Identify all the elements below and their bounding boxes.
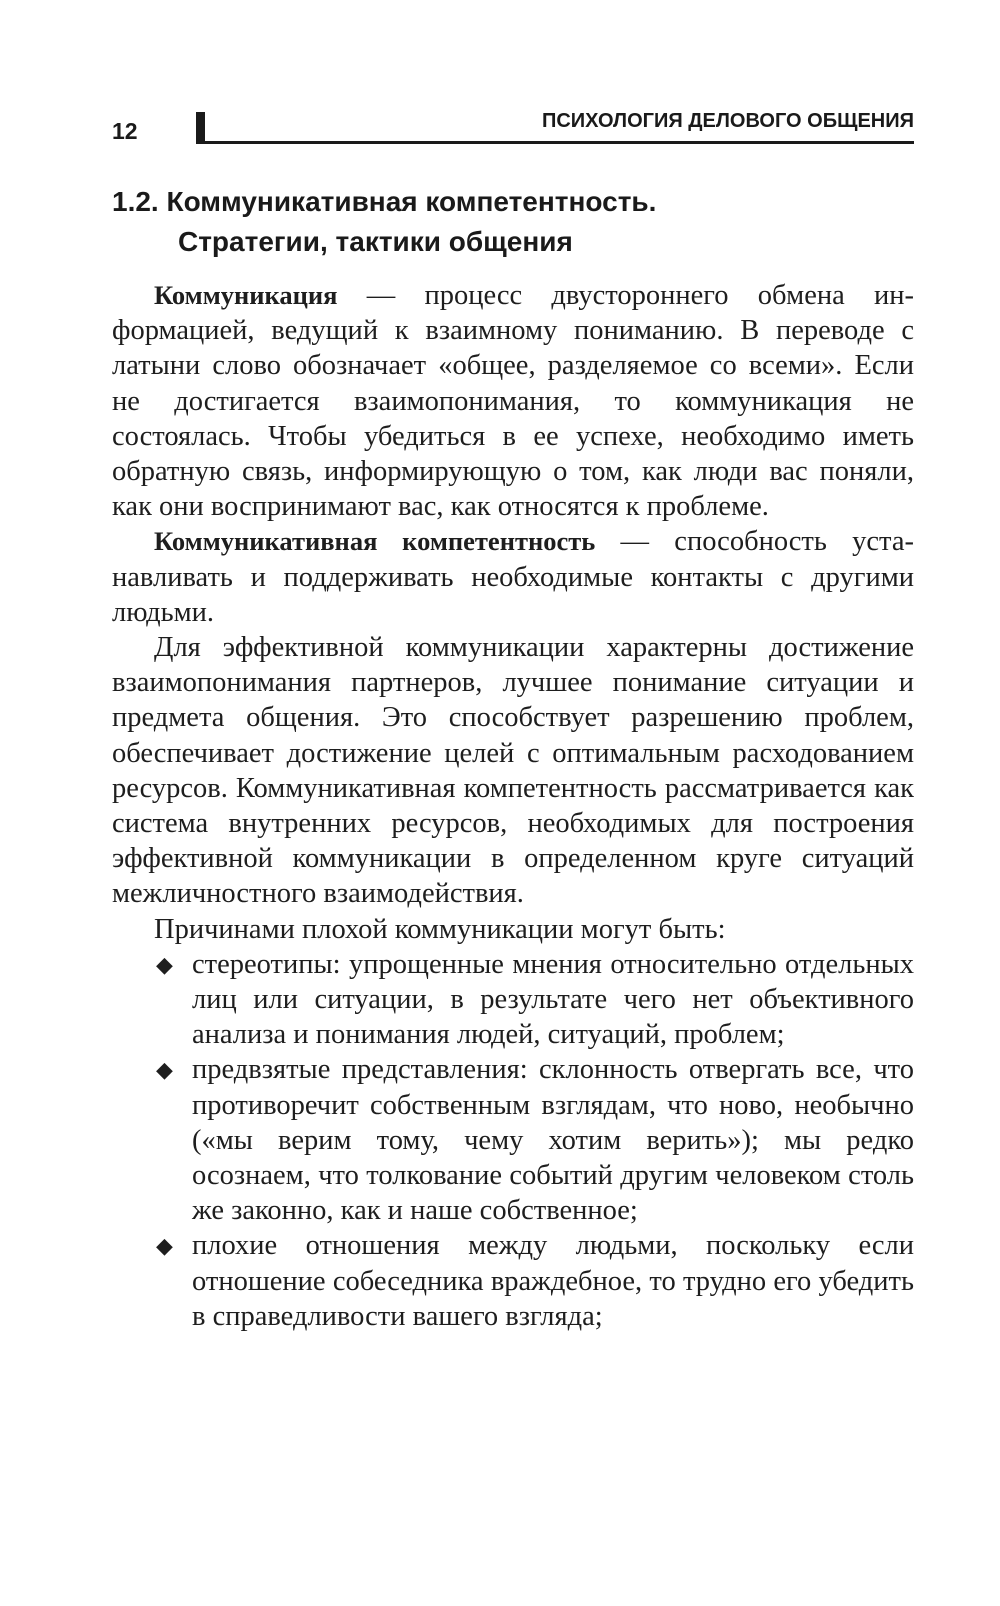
list-item-text: плохие отношения между людьми, поскольку если отношение собеседника враждебное, то трудно его убедить в справедливости вашего взгляда; [192, 1230, 914, 1332]
header-rule [196, 141, 914, 144]
list-item [112, 1052, 914, 1228]
list-item-text: предвзятые представления: склонность отвергать все, что противоречит собственным взглядам, что ново, необычно («мы верим тому, чему хотим верить»); мы редко осознаем, что толкование событий другим человеком столь же законно, как и наше собственное; [192, 1054, 914, 1227]
diamond-bullet-icon: ◆ [156, 1233, 173, 1259]
paragraph-communication-definition [112, 278, 914, 524]
running-header [112, 104, 914, 146]
diamond-bullet-icon: ◆ [156, 951, 173, 977]
paragraph-competence-definition [112, 524, 914, 630]
list-item-text: стереотипы: упрощенные мнения относительно отдельных лиц или ситуации, в результате чего нет объективного анализа и понимания людей, ситуаций, проблем; [192, 948, 914, 1051]
list-item [112, 1228, 914, 1334]
diamond-bullet-icon: ◆ [156, 1057, 173, 1083]
term-communication: Коммуникация [154, 280, 338, 310]
paragraph-effective-communication: Для эффективной коммуникации характерны достижение взаимопонимания партнеров, лучшее понимание ситуации и предмета общения. Это способствует разрешению проблем, обеспечивает достижение целей с оптимальным расходованием ресурсов. Коммуникативная компетентность рассматривается как система внутренних ресурсов, необходимых для построения эффективной коммуникации в определенном круге ситуаций межличностного взаимодействия. [112, 632, 914, 910]
header-marker-bar [196, 112, 205, 144]
term-communicative-competence: Коммуникативная компетентность [154, 526, 596, 557]
paragraph-list-intro: Причинами плохой коммуникации могут быть: [154, 913, 726, 945]
section-heading [112, 182, 914, 262]
paragraph-text: — процесс двустороннего обмена информацией, ведущий к взаимному пониманию. В переводе с латыни слово обозначает «общее, разделяемое со всеми». Если не достигается взаимопонимания, то коммуникация не состоялась. Чтобы убедиться в ее успехе, необходимо иметь обратную связь, информирующую о том, как люди вас поняли, как они воспринимают вас, как относятся к проблеме. [112, 280, 914, 523]
section-title-line-1: 1.2. Коммуникативная компетентность. [112, 186, 657, 217]
body-text [112, 278, 914, 1334]
page-number: 12 [112, 118, 138, 144]
bad-communication-causes-list [112, 947, 914, 1334]
running-title: ПСИХОЛОГИЯ ДЕЛОВОГО ОБЩЕНИЯ [541, 110, 914, 132]
section-title-line-2: Стратегии, тактики общения [178, 226, 573, 257]
paragraph-text: — способность устанавливать и поддерживать необходимые контакты с другими людьми. [112, 526, 914, 628]
list-item [112, 947, 914, 1053]
